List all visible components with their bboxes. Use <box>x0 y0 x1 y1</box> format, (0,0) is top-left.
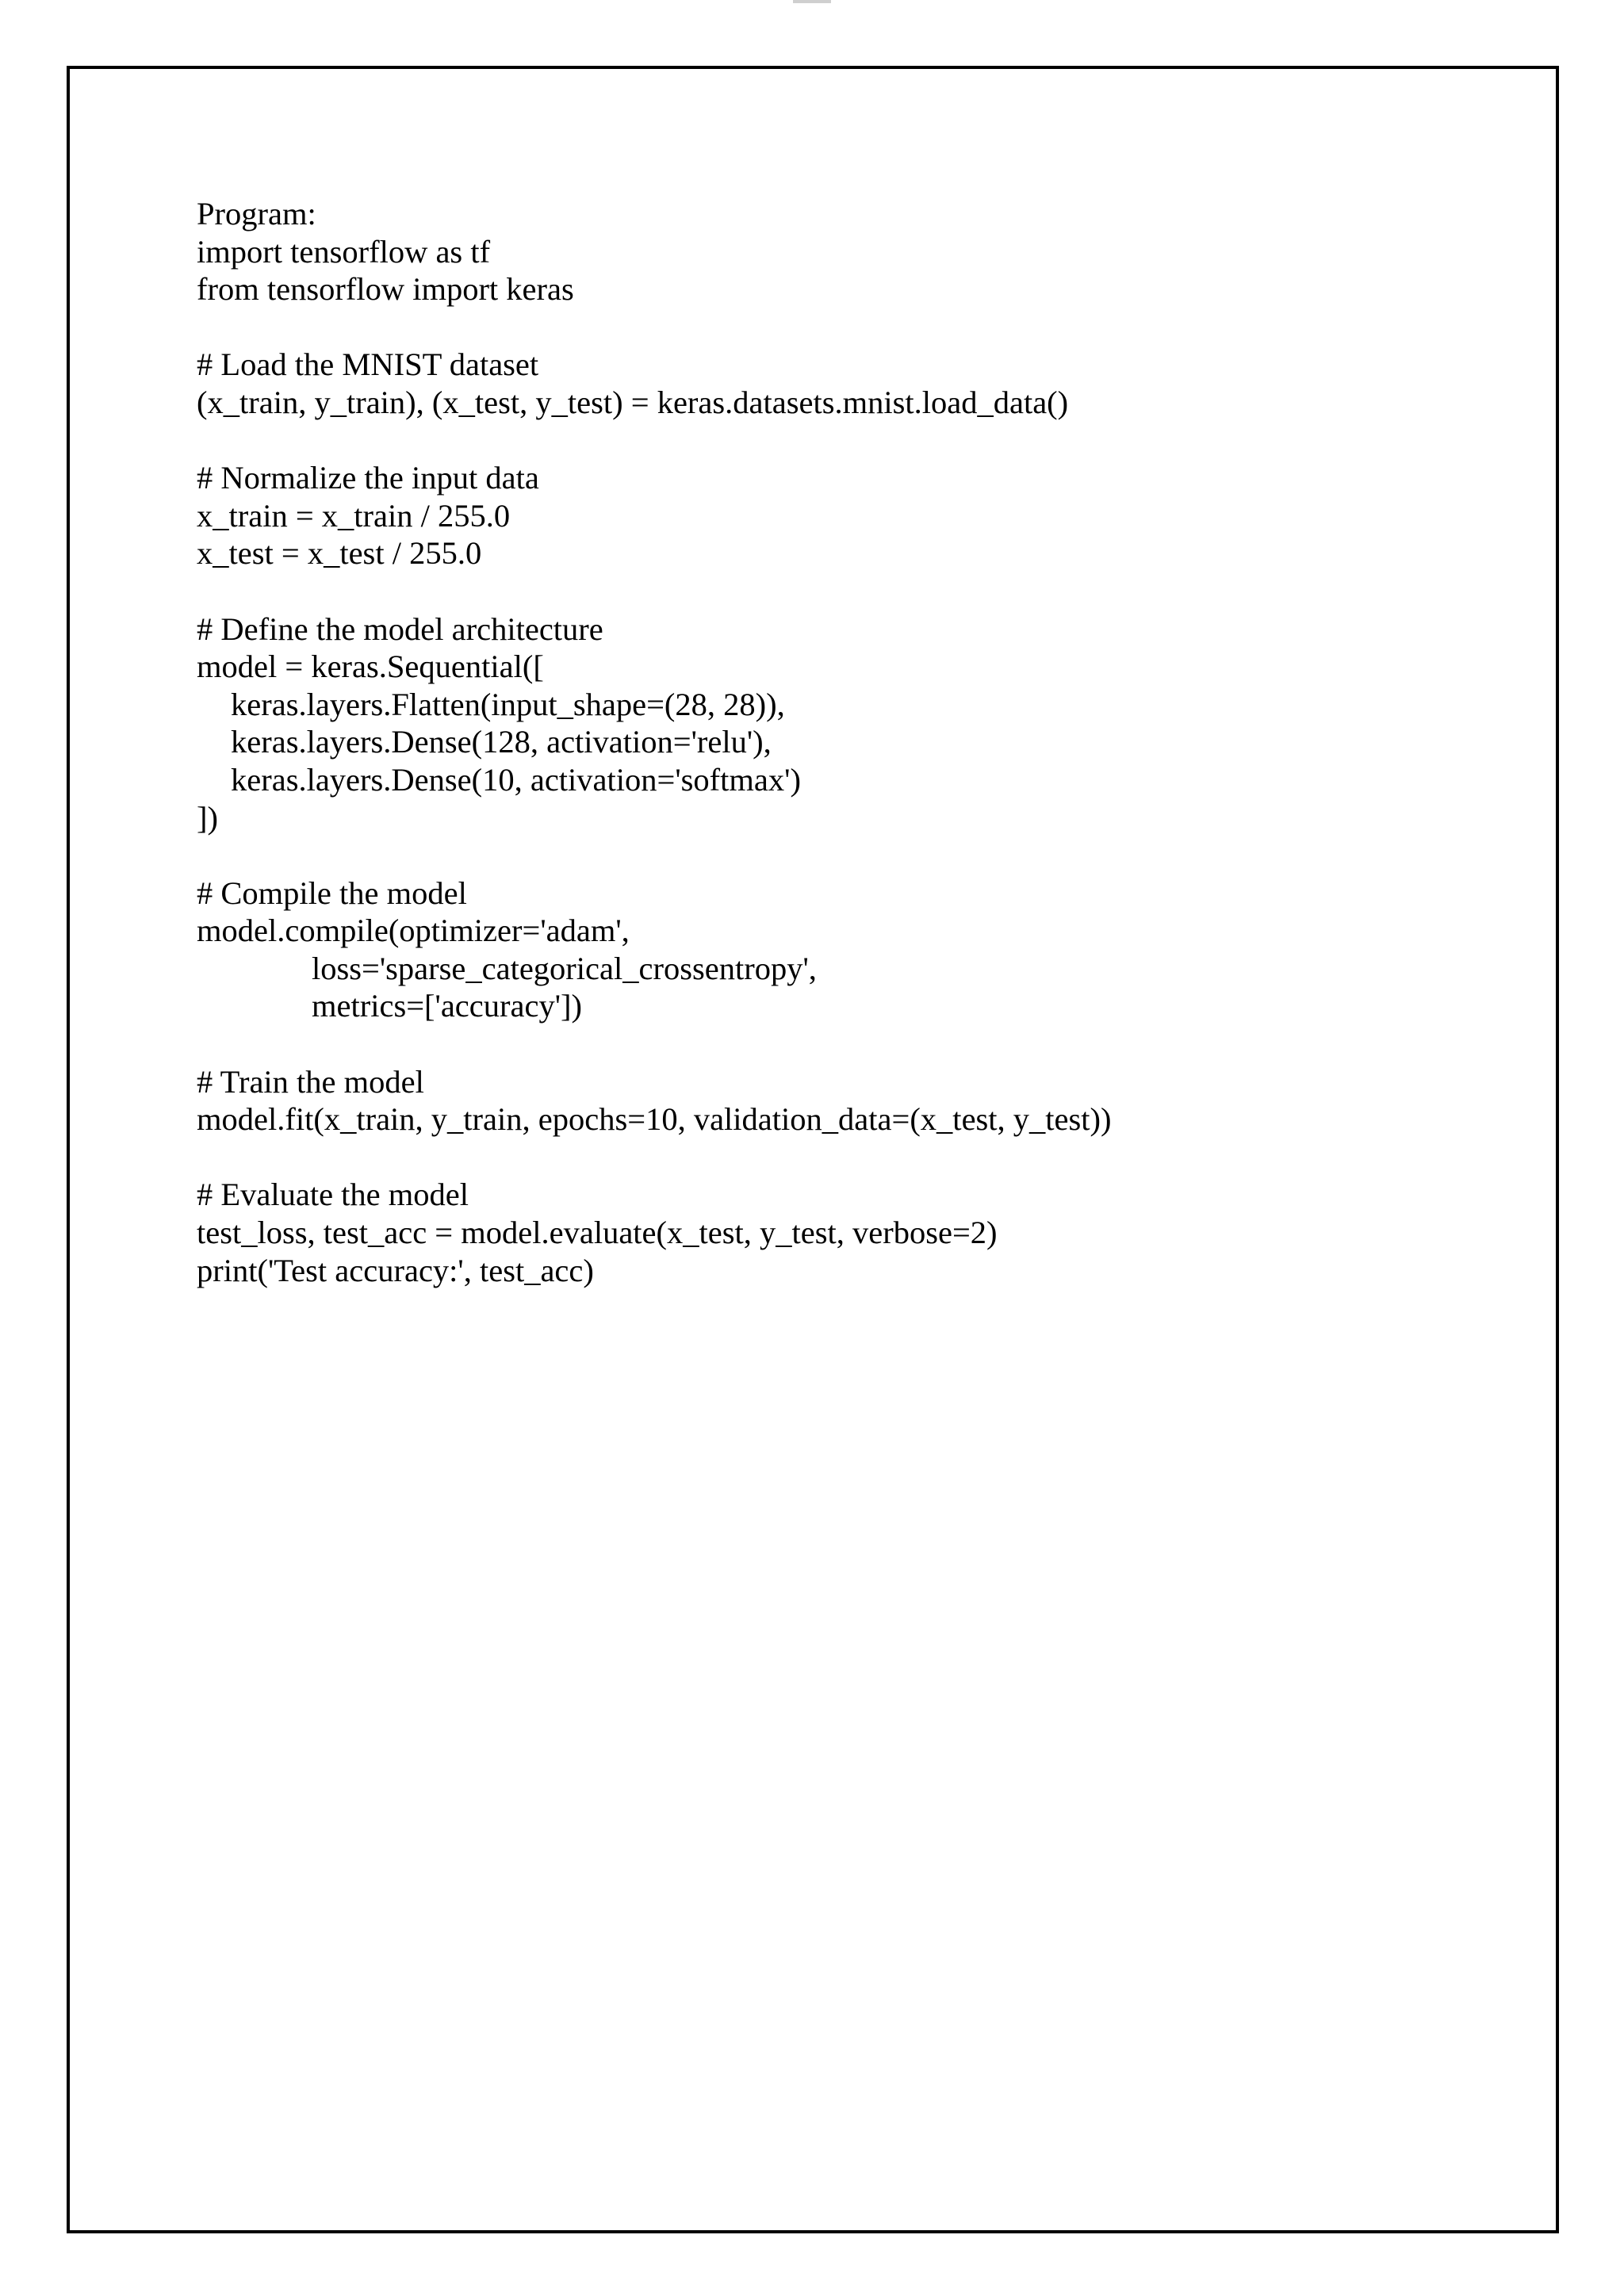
code-comment: # Train the model <box>197 1063 424 1100</box>
code-line: metrics=['accuracy']) <box>312 988 582 1024</box>
blank-line <box>197 1138 1112 1177</box>
blank-line <box>197 1025 1112 1063</box>
code-line: model.compile(optimizer='adam', <box>197 913 630 949</box>
code-comment: # Compile the model <box>197 874 467 911</box>
code-comment: # Evaluate the model <box>197 1177 469 1213</box>
code-line: x_test = x_test / 255.0 <box>197 535 482 572</box>
blank-line <box>197 308 1112 346</box>
code-comment: # Normalize the input data <box>197 460 539 496</box>
code-line: model = keras.Sequential([ <box>197 649 544 685</box>
blank-line <box>197 422 1112 460</box>
code-line: keras.layers.Dense(10, activation='softmax') <box>231 761 801 798</box>
code-line: test_loss, test_acc = model.evaluate(x_test, y_test, verbose=2) <box>197 1215 998 1251</box>
code-line: (x_train, y_train), (x_test, y_test) = keras.datasets.mnist.load_data() <box>197 384 1069 420</box>
code-line: x_train = x_train / 255.0 <box>197 497 511 534</box>
code-line: keras.layers.Dense(128, activation='relu'), <box>231 724 772 760</box>
code-line: model.fit(x_train, y_train, epochs=10, validation_data=(x_test, y_test)) <box>197 1101 1112 1138</box>
code-line: print('Test accuracy:', test_acc) <box>197 1252 594 1288</box>
blank-line <box>197 836 1112 874</box>
code-line: ]) <box>197 799 218 836</box>
blank-line <box>197 572 1112 610</box>
code-line: import tensorflow as tf <box>197 233 491 270</box>
program-heading: Program: <box>197 196 316 232</box>
code-comment: # Define the model architecture <box>197 610 603 647</box>
program-listing <box>197 195 1112 1289</box>
page-header-mark <box>793 0 831 3</box>
code-comment: # Load the MNIST dataset <box>197 346 539 383</box>
code-line: keras.layers.Flatten(input_shape=(28, 28)), <box>231 686 785 722</box>
code-line: from tensorflow import keras <box>197 271 574 308</box>
code-line: loss='sparse_categorical_crossentropy', <box>312 950 817 986</box>
